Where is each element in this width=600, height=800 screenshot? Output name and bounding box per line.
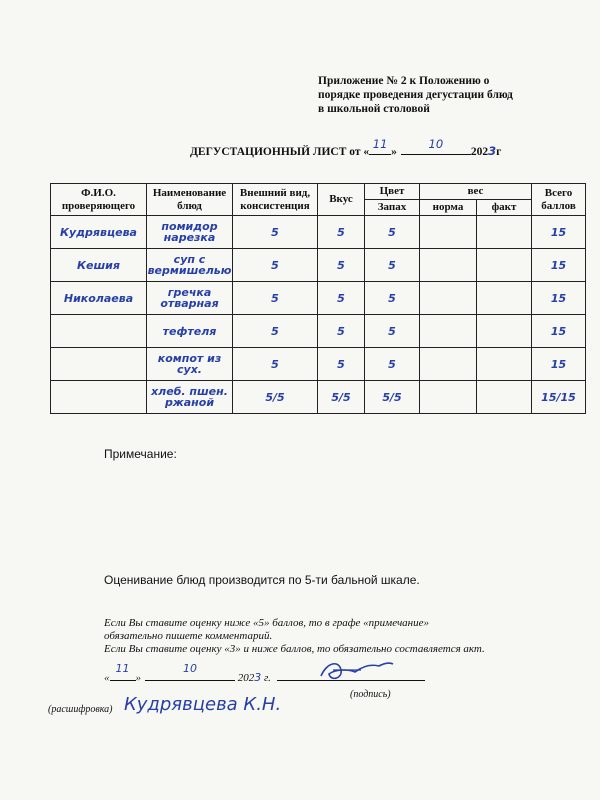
cell-total: 15	[532, 249, 586, 282]
title-month-field	[401, 137, 471, 155]
cell-dish: хлеб. пшен. ржаной	[147, 381, 233, 414]
cell-dish: гречка отварная	[147, 282, 233, 315]
cell-norm	[420, 348, 477, 381]
cell-taste: 5	[318, 216, 365, 249]
note-label: Примечание:	[104, 447, 177, 461]
header-weight: вес	[420, 184, 532, 200]
cell-dish: тефтеля	[147, 315, 233, 348]
cell-fact	[477, 249, 532, 282]
appendix-line-3: в школьной столовой	[318, 103, 430, 115]
date-month-field	[145, 662, 235, 681]
header-appearance: Внешний вид, консистенция	[233, 184, 318, 216]
cell-total: 15	[532, 216, 586, 249]
cell-color: 5	[365, 249, 420, 282]
instructions	[104, 617, 544, 656]
header-fact: факт	[477, 200, 532, 216]
decipher-label: (расшифровка)	[48, 704, 113, 715]
cell-norm	[420, 381, 477, 414]
signature-image	[317, 658, 397, 686]
cell-taste: 5	[318, 249, 365, 282]
cell-fact	[477, 216, 532, 249]
date-open: «	[104, 672, 110, 684]
title-year-prefix: 202	[470, 146, 489, 158]
title-day-field	[369, 137, 391, 155]
instruction-line-1: Если Вы ставите оценку ниже «5» баллов, то в графе «примечание»	[104, 617, 430, 629]
header-dish: Наименование блюд	[147, 184, 233, 216]
appendix-line-2: порядке проведения дегустации блюд	[318, 89, 513, 101]
date-year-digit: 3	[254, 671, 262, 684]
cell-color: 5	[365, 315, 420, 348]
date-suffix: г.	[264, 672, 271, 684]
cell-fact	[477, 315, 532, 348]
document-title	[190, 137, 502, 158]
cell-total: 15	[532, 282, 586, 315]
table-row	[51, 348, 586, 381]
cell-norm	[420, 315, 477, 348]
cell-appearance: 5	[233, 249, 318, 282]
title-month: 10	[428, 137, 444, 151]
date-month: 10	[183, 662, 197, 675]
cell-fio: Николаева	[51, 282, 147, 315]
cell-total: 15	[532, 348, 586, 381]
cell-norm	[420, 216, 477, 249]
header-total: Всего баллов	[532, 184, 586, 216]
cell-color: 5/5	[365, 381, 420, 414]
cell-taste: 5	[318, 348, 365, 381]
title-mid: »	[391, 146, 397, 158]
cell-appearance: 5	[233, 348, 318, 381]
table-row	[51, 216, 586, 249]
header-color: Цвет	[365, 184, 420, 200]
title-prefix: ДЕГУСТАЦИОННЫЙ ЛИСТ от «	[190, 146, 370, 158]
cell-taste: 5/5	[318, 381, 365, 414]
date-day-field	[110, 662, 136, 681]
date-close: »	[135, 672, 141, 684]
cell-fio: Кудрявцева	[51, 216, 147, 249]
cell-total: 15/15	[532, 381, 586, 414]
table-row	[51, 381, 586, 414]
cell-color: 5	[365, 216, 420, 249]
cell-dish: помидор нарезка	[147, 216, 233, 249]
tasting-table	[50, 183, 586, 414]
title-suffix: г	[496, 146, 502, 158]
cell-fio	[51, 381, 147, 414]
date-day: 11	[115, 662, 130, 675]
cell-appearance: 5/5	[233, 381, 318, 414]
header-taste: Вкус	[318, 184, 365, 216]
cell-fio	[51, 348, 147, 381]
instruction-line-2: обязательно пишете комментарий.	[104, 630, 273, 642]
cell-norm	[420, 282, 477, 315]
instruction-line-3: Если Вы ставите оценку «3» и ниже баллов, то обязательно составляется акт.	[104, 643, 485, 655]
cell-fact	[477, 348, 532, 381]
date-year-prefix: 202	[237, 672, 255, 684]
cell-color: 5	[365, 282, 420, 315]
cell-dish: компот из сух.	[147, 348, 233, 381]
title-day: 11	[372, 137, 388, 151]
appendix-line-1: Приложение № 2 к Положению о	[318, 75, 490, 87]
header-smell: Запах	[365, 200, 420, 216]
cell-norm	[420, 249, 477, 282]
table-row	[51, 282, 586, 315]
cell-dish: суп с вермишелью	[147, 249, 233, 282]
header-fio: Ф.И.О. проверяющего	[51, 184, 147, 216]
cell-taste: 5	[318, 315, 365, 348]
appendix-header	[318, 74, 533, 116]
scale-text: Оценивание блюд производится по 5-ти бальной шкале.	[104, 573, 420, 587]
cell-color: 5	[365, 348, 420, 381]
signature-caption: (подпись)	[350, 689, 391, 700]
cell-appearance: 5	[233, 282, 318, 315]
header-norm: норма	[420, 200, 477, 216]
cell-appearance: 5	[233, 315, 318, 348]
title-year-digit: 3	[488, 144, 497, 158]
cell-appearance: 5	[233, 216, 318, 249]
cell-taste: 5	[318, 282, 365, 315]
cell-fio: Кешия	[51, 249, 147, 282]
cell-fact	[477, 282, 532, 315]
decipher-value: Кудрявцева К.Н.	[124, 694, 282, 715]
cell-total: 15	[532, 315, 586, 348]
table-row	[51, 315, 586, 348]
cell-fact	[477, 381, 532, 414]
table-row	[51, 249, 586, 282]
cell-fio	[51, 315, 147, 348]
